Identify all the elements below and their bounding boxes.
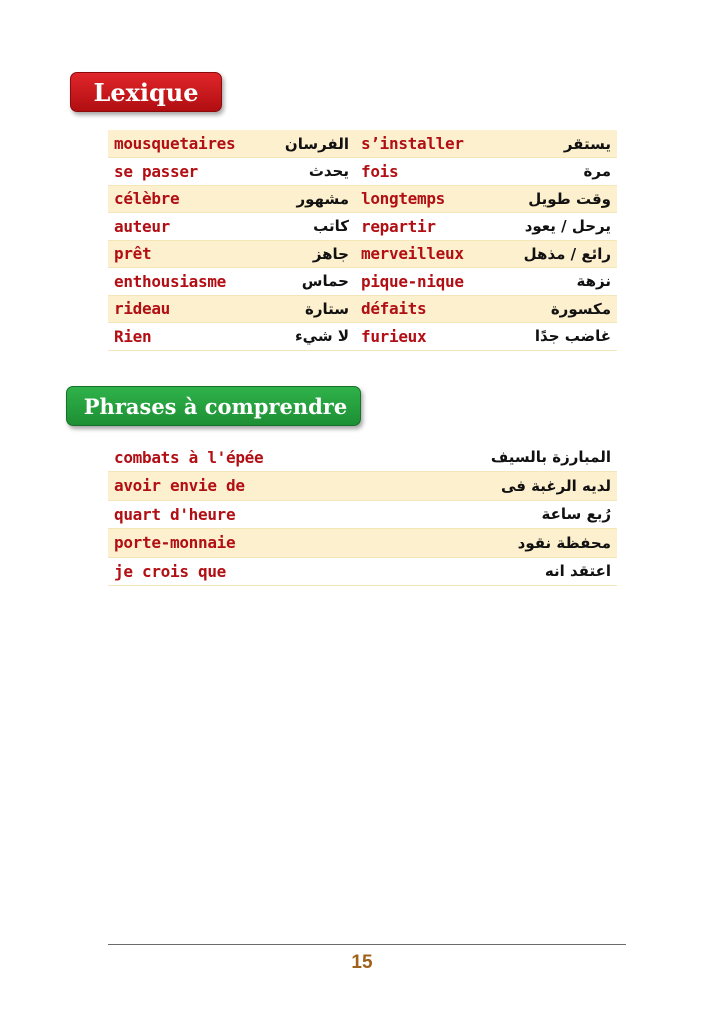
french-phrase: avoir envie de — [108, 472, 368, 501]
arabic-translation: محفظة نقود — [368, 529, 617, 558]
lexique-heading-badge — [70, 72, 222, 112]
lexique-row — [108, 268, 617, 296]
arabic-translation: حماس — [301, 272, 349, 291]
phrase-row — [108, 443, 617, 472]
lexique-row — [108, 240, 617, 268]
arabic-translation: ستارة — [305, 299, 349, 318]
arabic-translation: مشهور — [296, 189, 349, 208]
french-term: auteur — [114, 216, 170, 236]
lexique-table — [108, 130, 617, 351]
french-term: rideau — [114, 299, 170, 319]
arabic-translation: مكسورة — [550, 299, 611, 318]
french-phrase: je crois que — [108, 557, 368, 586]
phrase-row — [108, 529, 617, 558]
arabic-translation: وقت طويل — [528, 189, 611, 208]
lexique-heading: Lexique — [93, 77, 199, 107]
lexique-row — [108, 323, 617, 351]
french-term: furieux — [361, 326, 427, 346]
lexique-row — [108, 185, 617, 213]
lexique-row — [108, 158, 617, 186]
lexique-left-pair — [108, 295, 355, 323]
french-term: enthousiasme — [114, 271, 226, 291]
arabic-translation: لديه الرغبة فى — [368, 472, 617, 501]
arabic-translation: الفرسان — [284, 134, 349, 153]
lexique-left-pair — [108, 213, 355, 241]
arabic-translation: كاتب — [313, 217, 349, 236]
phrases-heading-badge — [66, 386, 361, 426]
lexique-left-pair — [108, 323, 355, 351]
lexique-left-pair — [108, 185, 355, 213]
phrases-table — [108, 443, 617, 586]
lexique-right-pair — [355, 158, 617, 186]
lexique-left-pair — [108, 158, 355, 186]
lexique-left-pair — [108, 268, 355, 296]
lexique-row — [108, 130, 617, 158]
french-term: défaits — [361, 299, 427, 319]
arabic-translation: غاضب جدًا — [534, 327, 611, 346]
arabic-translation: نزهة — [576, 272, 611, 291]
lexique-row — [108, 295, 617, 323]
footer-divider — [108, 944, 626, 945]
french-phrase: combats à l'épée — [108, 443, 368, 472]
lexique-right-pair — [355, 213, 617, 241]
french-term: merveilleux — [361, 244, 464, 264]
arabic-translation: يرحل / يعود — [524, 217, 611, 236]
lexique-left-pair — [108, 130, 355, 158]
lexique-right-pair — [355, 295, 617, 323]
arabic-translation: رائع / مذهل — [523, 244, 611, 263]
lexique-right-pair — [355, 240, 617, 268]
phrase-row — [108, 472, 617, 501]
phrase-row — [108, 557, 617, 586]
lexique-left-pair — [108, 240, 355, 268]
french-phrase: porte-monnaie — [108, 529, 368, 558]
french-term: s’installer — [361, 134, 464, 153]
arabic-translation: لا شيء — [295, 327, 349, 346]
phrase-row — [108, 500, 617, 529]
phrases-heading: Phrases à comprendre — [83, 393, 348, 419]
french-term: repartir — [361, 216, 436, 236]
arabic-translation: اعتقد انه — [368, 557, 617, 586]
arabic-translation: رُبع ساعة — [368, 500, 617, 529]
french-term: prêt — [114, 244, 152, 264]
french-term: Rien — [114, 326, 152, 346]
french-term: pique-nique — [361, 271, 464, 291]
arabic-translation: المبارزة بالسيف — [368, 443, 617, 472]
french-term: fois — [361, 161, 399, 181]
arabic-translation: جاهز — [312, 244, 349, 263]
french-term: mousquetaires — [114, 134, 236, 153]
lexique-right-pair — [355, 268, 617, 296]
french-term: longtemps — [361, 189, 445, 209]
arabic-translation: يحدث — [308, 162, 349, 181]
lexique-right-pair — [355, 185, 617, 213]
lexique-right-pair — [355, 323, 617, 351]
french-phrase: quart d'heure — [108, 500, 368, 529]
page-number: 15 — [351, 952, 373, 973]
french-term: se passer — [114, 161, 198, 181]
arabic-translation: يستقر — [563, 134, 611, 153]
lexique-row — [108, 213, 617, 241]
french-term: célèbre — [114, 189, 180, 209]
lexique-right-pair — [355, 130, 617, 158]
arabic-translation: مرة — [583, 162, 611, 181]
